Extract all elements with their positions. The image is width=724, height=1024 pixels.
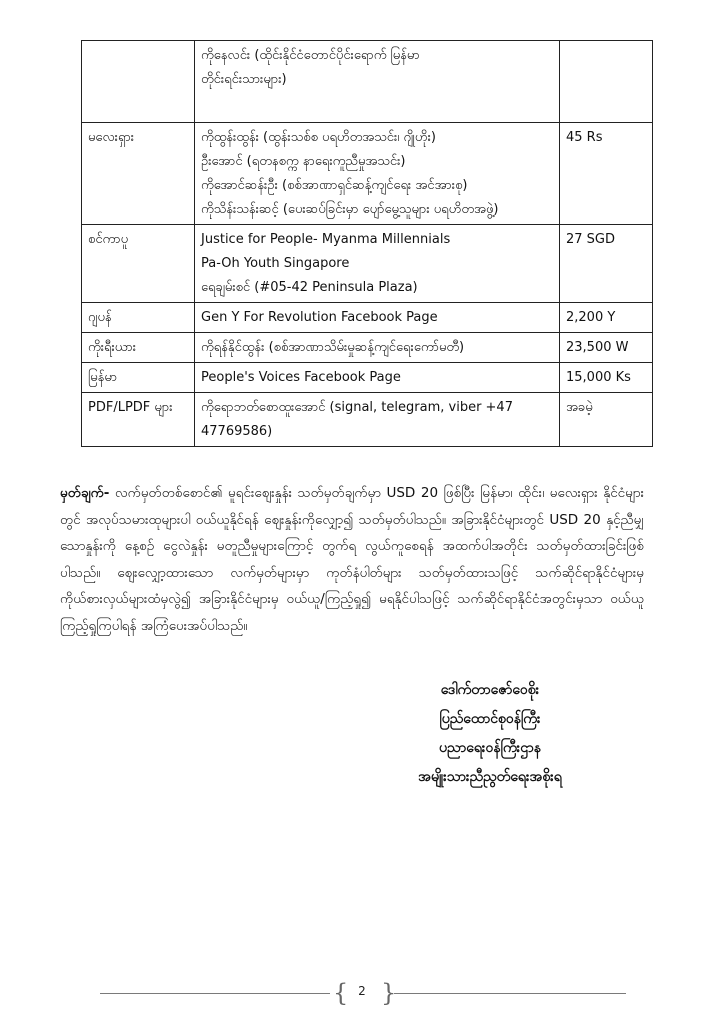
country-cell: မြန်မာ: [82, 363, 195, 393]
country-cell: [82, 41, 195, 123]
price-cell: 15,000 Ks: [560, 363, 653, 393]
price-cell: 2,200 Y: [560, 303, 653, 333]
agent-line: Justice for People- Myanma Millennials: [201, 232, 451, 247]
agent-cell: [195, 123, 560, 225]
country-cell: စင်ကာပူ: [82, 225, 195, 303]
note-paragraph: [60, 480, 644, 639]
footer-rule-right: [394, 993, 626, 994]
table-row: [82, 393, 653, 447]
agent-cell: [195, 363, 560, 393]
table-row: [82, 333, 653, 363]
agent-line: ကိုထွန်းထွန်း (ထွန်းသစ်စ ပရဟိတအသင်း၊ ဂျိုဟိုး): [201, 130, 436, 145]
table-row: [82, 363, 653, 393]
agent-line: ရေချမ်းစင် (#05-42 Peninsula Plaza): [201, 280, 418, 295]
price-cell: 27 SGD: [560, 225, 653, 303]
price-cell: အခမဲ့: [560, 393, 653, 447]
agent-line: ကိုအောင်ဆန်းဦး (စစ်အာဏာရှင်ဆန့်ကျင်ရေး အင်အားစု): [201, 178, 468, 193]
footer-bracket-right: }: [381, 979, 397, 1007]
agent-line: ကိုရောဘတ်စောထူးအောင် (signal, telegram, viber +47 47769586): [201, 400, 513, 439]
table-row: [82, 41, 653, 123]
note-label: မှတ်ချက်-: [60, 485, 110, 501]
agent-line: ကိုရန်နိုင်ထွန်း (စစ်အာဏာသိမ်းမှုဆန့်ကျင်ရေးကော်မတီ): [201, 340, 465, 355]
ticket-distribution-table: [81, 40, 653, 447]
country-cell: ကိုးရီးယား: [82, 333, 195, 363]
signature-name: ဒေါက်တာဇော်ဝေစိုး: [440, 682, 540, 698]
agent-line: People's Voices Facebook Page: [201, 370, 401, 385]
agent-cell: [195, 41, 560, 123]
footer-rule-left: [100, 993, 330, 994]
page-number: 2: [358, 984, 366, 998]
agent-line: Gen Y For Revolution Facebook Page: [201, 310, 438, 325]
country-cell: PDF/LPDF များ: [82, 393, 195, 447]
country-cell: ဂျပန်: [82, 303, 195, 333]
agent-cell: [195, 333, 560, 363]
agent-line: တိုင်းရင်းသားများ): [201, 72, 287, 87]
signature-government: အမျိုးသားညီညွတ်ရေးအစိုးရ: [418, 769, 562, 785]
signature-position: ပြည်ထောင်စုဝန်ကြီး: [439, 711, 541, 727]
price-cell: 45 Rs: [560, 123, 653, 225]
note-text: လက်မှတ်တစ်စောင်၏ မူရင်းဈေးနှုန်း သတ်မှတ်ချက်မှာ USD 20 ဖြစ်ပြီး မြန်မာ၊ ထိုင်း၊ မလေးရှား နိုင်ငံများတွင် အလုပ်သမားထုများပါ ဝယ်ယူနိုင်ရန် ဈေးနှုန်းကိုလျှော့၍ သတ်မှတ်ပါသည်။ အခြားနိုင်ငံများတွင် USD 20 နှင့်ညီမျှသောနှုန်းကို နေ့စဉ် ငွေလဲနှုန်း မတူညီမှုများကြောင့် တွက်ရ လွယ်ကူစေရန် အထက်ပါအတိုင်း သတ်မှတ်ထားခြင်းဖြစ်ပါသည်။ ဈေးလျှော့ထားသော လက်မှတ်များမှာ ကုတ်နံပါတ်များ သတ်မှတ်ထားသဖြင့် သက်ဆိုင်ရာနိုင်ငံများမှ ကိုယ်စားလှယ်များထံမှလွဲ၍ အခြားနိုင်ငံများမှ ဝယ်ယူ/ကြည့်ရှု၍ မရနိုင်ပါသဖြင့် သက်ဆိုင်ရာနိုင်ငံအတွင်းမှသာ ဝယ်ယူကြည့်ရှုကြပါရန် အကြံပေးအပ်ပါသည်။: [60, 485, 644, 634]
signature-ministry: ပညာရေးဝန်ကြီးဌာန: [439, 740, 541, 756]
agent-cell: [195, 393, 560, 447]
table-row: [82, 303, 653, 333]
agent-line: Pa-Oh Youth Singapore: [201, 256, 350, 271]
agent-line: ဦးအောင် (ရတနစက္က နာရေးကူညီမှုအသင်း): [201, 154, 406, 169]
table-row: [82, 123, 653, 225]
country-cell: မလေးရှား: [82, 123, 195, 225]
agent-line: ကိုနေလင်း (ထိုင်းနိုင်ငံတောင်ပိုင်းရောက် မြန်မာ: [201, 48, 420, 63]
agent-cell: [195, 303, 560, 333]
table-row: [82, 225, 653, 303]
agent-line: ကိုသိန်းသန်းဆင့် (ပေးဆပ်ခြင်းမှာ ပျော်မွေ့သူများ ပရဟိတအဖွဲ့): [201, 202, 499, 217]
price-cell: 23,500 W: [560, 333, 653, 363]
signature-block: [380, 676, 600, 792]
price-cell: [560, 41, 653, 123]
footer-bracket-left: {: [333, 979, 349, 1007]
agent-cell: [195, 225, 560, 303]
